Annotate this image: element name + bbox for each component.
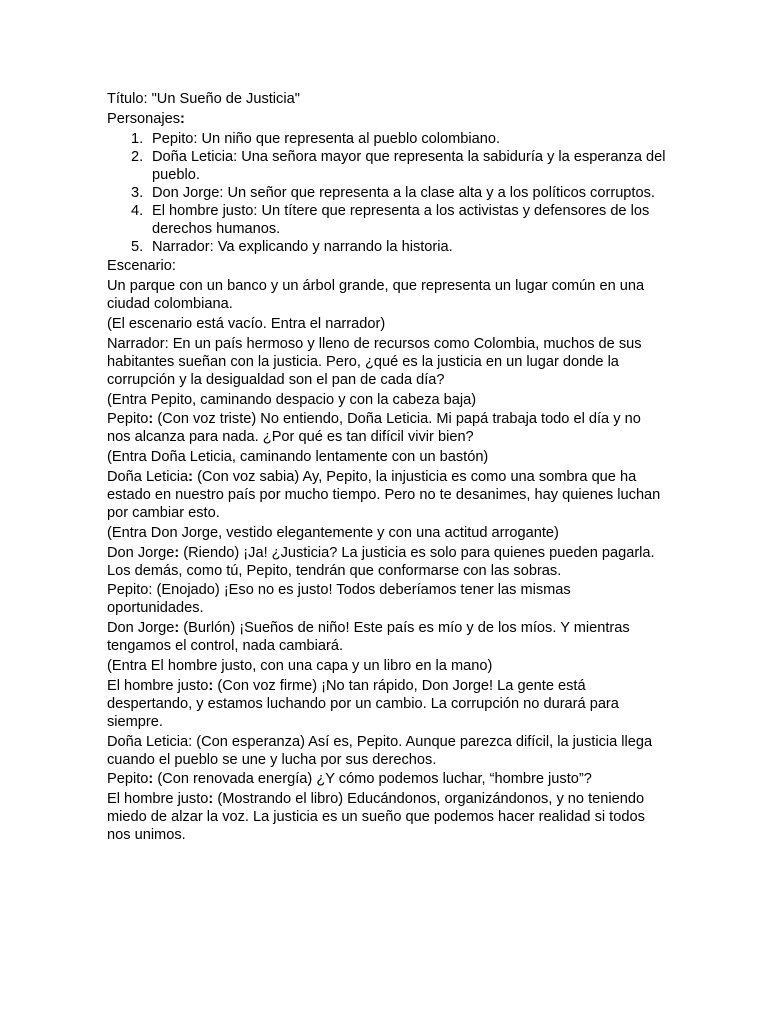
dialogue-line: [107, 544, 667, 580]
script-line: (Entra Pepito, caminando despacio y con la cabeza baja): [107, 391, 477, 408]
setting-description: Un parque con un banco y un árbol grande, que representa un lugar común en una ciudad colombiana.: [107, 278, 645, 313]
script-line: (Entra Don Jorge, vestido elegantemente y con una actitud arrogante): [107, 524, 559, 541]
character-item: [131, 148, 667, 184]
dialogue-text: (Riendo) ¡Ja! ¿Justicia? La justicia es solo para quienes pueden pagarla. Los demás, como tú, Pepito, tendrán que conformarse con las sobras.: [107, 544, 655, 579]
script-lines: [107, 315, 667, 844]
character-number: 3.: [131, 184, 144, 201]
speaker-name: Pepito: [107, 771, 149, 788]
character-item: [131, 184, 667, 202]
speaker-colon: :: [148, 411, 154, 428]
speaker-colon: :: [208, 677, 214, 694]
speaker-colon: :: [174, 544, 180, 561]
character-description: Doña Leticia: Una señora mayor que representa la sabiduría y la esperanza del pueblo.: [152, 148, 666, 183]
document-body: [107, 90, 667, 846]
speaker-colon: :: [188, 468, 194, 485]
character-item: [131, 130, 667, 148]
character-description: Narrador: Va explicando y narrando la historia.: [152, 238, 453, 255]
dialogue-text: (Con voz triste) No entiendo, Doña Leticia. Mi papá trabaja todo el día y no nos alcanza para nada. ¿Por qué es tan difícil vivir bien?: [107, 411, 641, 446]
character-number: 2.: [131, 148, 144, 165]
dialogue-text: (Con voz firme) ¡No tan rápido, Don Jorge! La gente está despertando, y estamos luchando por un cambio. La corrupción no durará para siempre.: [107, 677, 619, 730]
speaker-name: El hombre justo: [107, 677, 209, 694]
character-item: [131, 202, 667, 238]
characters-heading-colon: :: [180, 110, 185, 127]
setting-label: Escenario:: [107, 258, 176, 275]
speaker-name: Pepito: [107, 411, 149, 428]
dialogue-line: [107, 468, 667, 522]
speaker-name: El hombre justo: [107, 791, 209, 808]
speaker-colon: :: [148, 771, 154, 788]
characters-heading-label: Personajes: [107, 110, 181, 127]
character-list: [107, 130, 667, 256]
characters-heading: [107, 110, 667, 128]
speaker-name: Don Jorge: [107, 620, 175, 637]
dialogue-text: (Mostrando el libro) Educándonos, organizándonos, y no teniendo miedo de alzar la voz. La justicia es un sueño que podemos hacer realidad si todos nos unimos.: [107, 791, 645, 844]
script-line: (El escenario está vacío. Entra el narrador): [107, 315, 386, 332]
dialogue-text: (Con voz sabia) Ay, Pepito, la injusticia es como una sombra que ha estado en nuestro país por mucho tiempo. Pero no te desanimes, hay quienes luchan por cambiar esto.: [107, 468, 661, 521]
play-title: Título: "Un Sueño de Justicia": [107, 91, 300, 107]
character-description: Pepito: Un niño que representa al pueblo colombiano.: [152, 130, 501, 147]
speaker-name: Don Jorge: [107, 544, 175, 561]
character-number: 5.: [131, 238, 144, 255]
dialogue-line: [107, 790, 667, 844]
script-line: Doña Leticia: (Con esperanza) Así es, Pepito. Aunque parezca difícil, la justicia llega cuando el pueblo se une y lucha por sus derechos.: [107, 733, 653, 768]
dialogue-line: [107, 619, 667, 655]
character-number: 1.: [131, 130, 144, 147]
dialogue-text: (Burlón) ¡Sueños de niño! Este país es mío y de los míos. Y mientras tengamos el control, nada cambiará.: [107, 620, 630, 655]
speaker-name: Doña Leticia: [107, 468, 189, 485]
dialogue-line: [107, 770, 667, 788]
dialogue-text: (Con renovada energía) ¿Y cómo podemos luchar, “hombre justo”?: [153, 771, 592, 788]
character-item: [131, 238, 667, 256]
speaker-colon: :: [208, 791, 214, 808]
script-line: (Entra Doña Leticia, caminando lentamente con un bastón): [107, 449, 489, 466]
character-number: 4.: [131, 202, 144, 219]
character-description: Don Jorge: Un señor que representa a la clase alta y a los políticos corruptos.: [152, 184, 655, 201]
script-line: (Entra El hombre justo, con una capa y un libro en la mano): [107, 657, 493, 674]
dialogue-line: [107, 410, 667, 446]
script-line: Pepito: (Enojado) ¡Eso no es justo! Todos deberíamos tener las mismas oportunidades.: [107, 582, 571, 617]
speaker-colon: :: [174, 620, 180, 637]
character-description: El hombre justo: Un títere que representa a los activistas y defensores de los derechos humanos.: [152, 202, 650, 237]
dialogue-line: [107, 677, 667, 731]
script-line: Narrador: En un país hermoso y lleno de recursos como Colombia, muchos de sus habitantes sueñan con la justicia. Pero, ¿qué es la justicia en un lugar donde la corrupción y la desigualdad son el pan de cada día?: [107, 335, 642, 388]
